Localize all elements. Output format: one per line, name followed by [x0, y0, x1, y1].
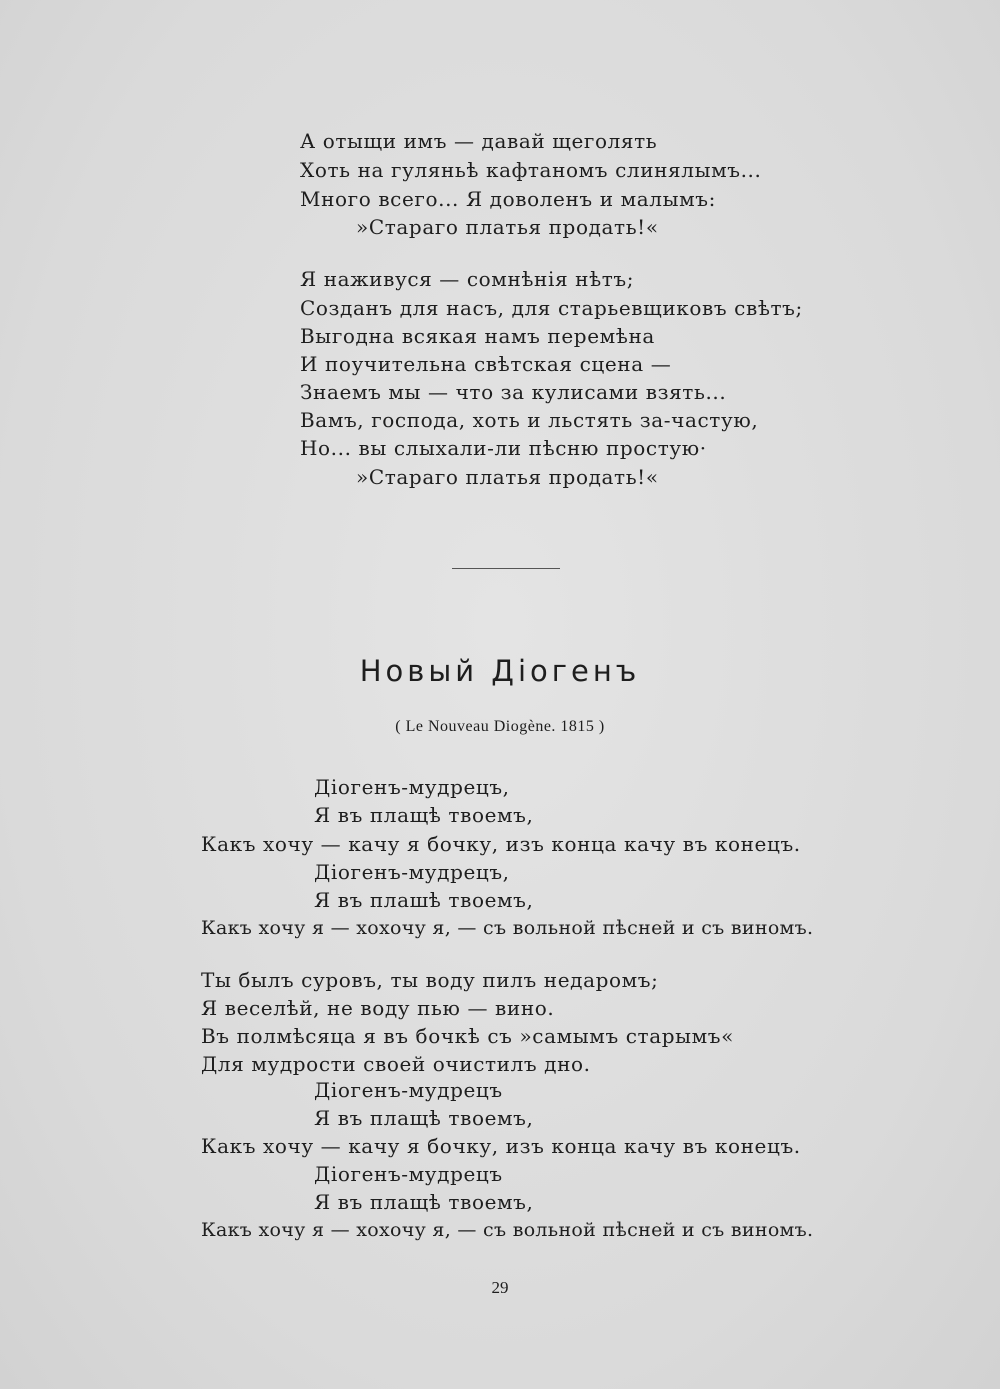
- refrain-line: Діогенъ-мудрецъ,: [314, 775, 510, 799]
- refrain-line: Я въ плашѣ твоемъ,: [314, 888, 534, 912]
- page-number: 29: [491, 1278, 509, 1297]
- verse-line: Выгодна всякая намъ перемѣна: [300, 324, 655, 348]
- verse-line: И поучительна свѣтская сцена —: [300, 352, 672, 376]
- verse-line: Я наживуся — сомнѣнія нѣтъ;: [300, 267, 635, 291]
- verse-line: Для мудрости своей очистилъ дно.: [201, 1052, 591, 1076]
- verse-line: Вамъ, господа, хоть и льстять за-частую,: [300, 408, 759, 432]
- verse-line: Я веселѣй, не воду пью — вино.: [201, 996, 555, 1020]
- verse-line: Много всего... Я доволенъ и малымъ:: [300, 187, 716, 211]
- verse-line: Созданъ для насъ, для старьевщиковъ свѣтъ;: [300, 296, 803, 320]
- verse-line: Но... вы слыхали-ли пѣсню простую·: [300, 436, 707, 460]
- refrain-line: Діогенъ-мудрецъ,: [314, 860, 510, 884]
- refrain-line: »Стараго платья продать!«: [356, 215, 659, 239]
- refrain-line: Какъ хочу — качу я бочку, изъ конца качу въ конецъ.: [201, 832, 801, 856]
- refrain-line: »Стараго платья продать!«: [356, 465, 659, 489]
- refrain-line: Какъ хочу я — хохочу я, — съ вольной пѣсней и съ виномъ.: [201, 917, 814, 939]
- refrain-line: Діогенъ-мудрецъ: [314, 1078, 503, 1102]
- verse-line: Ты былъ суровъ, ты воду пилъ недаромъ;: [201, 968, 659, 992]
- poem-title: Новый Діогенъ: [359, 654, 641, 688]
- refrain-line: Какъ хочу — качу я бочку, изъ конца качу въ конецъ.: [201, 1134, 801, 1158]
- verse-line: Знаемъ мы — что за кулисами взять...: [300, 380, 727, 404]
- refrain-line: Я въ плащѣ твоемъ,: [314, 1190, 534, 1214]
- verse-line: Хоть на гуляньѣ кафтаномъ слинялымъ...: [300, 158, 762, 182]
- section-divider: [452, 568, 560, 569]
- refrain-line: Я въ плащѣ твоемъ,: [314, 1106, 534, 1130]
- verse-line: А отыщи имъ — давай щеголять: [300, 129, 658, 153]
- poem-subtitle: ( Le Nouveau Diogène. 1815 ): [395, 718, 605, 735]
- refrain-line: Я въ плащѣ твоемъ,: [314, 803, 534, 827]
- refrain-line: Діогенъ-мудрецъ: [314, 1162, 503, 1186]
- verse-line: Въ полмѣсяца я въ бочкѣ съ »самымъ старымъ«: [201, 1024, 734, 1048]
- refrain-line: Какъ хочу я — хохочу я, — съ вольной пѣсней и съ виномъ.: [201, 1219, 814, 1241]
